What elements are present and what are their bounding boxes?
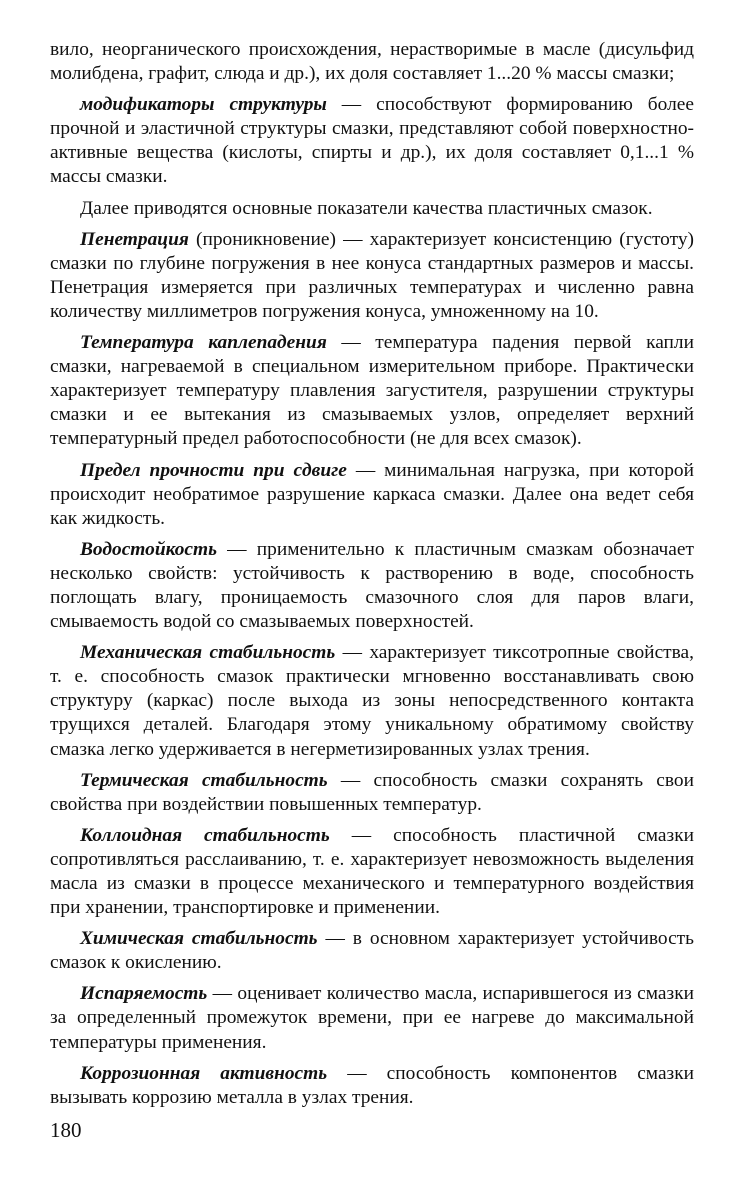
paragraph-mechanical-stability bbox=[50, 641, 694, 761]
term: Водостойкость bbox=[80, 538, 217, 560]
term: Пенетрация bbox=[80, 228, 189, 250]
paragraph-text: Далее приводятся основные показатели качества пластичных смазок. bbox=[80, 197, 653, 219]
paragraph-shear-strength bbox=[50, 459, 694, 531]
paragraph-text: — способность компонентов смазки вызывать коррозию металла в узлах трения. bbox=[50, 1062, 695, 1108]
paragraph-continuation bbox=[50, 38, 694, 86]
paragraph-volatility bbox=[50, 982, 694, 1054]
paragraph-water-resistance bbox=[50, 538, 694, 634]
paragraph-text: — способствуют формированию более прочной и эластичной структуры смазки, представляют собой поверхностно-активные вещества (кислоты, спирты и др.), их доля составляет 0,1...1 % массы смазки. bbox=[50, 94, 694, 188]
paragraph-text: — минимальная нагрузка, при которой происходит необратимое разрушение каркаса смазки. Далее она ведет себя как жидкость. bbox=[50, 459, 695, 529]
term: Механическая стабильность bbox=[80, 642, 336, 664]
term: Коллоидная стабильность bbox=[80, 824, 330, 846]
paragraph-text: (проникновение) — характеризует консистенцию (густоту) смазки по глубине погружения в нее конуса стандартных размеров и массы. Пенетрация измеряется при различных температурах и численно равна количеству миллиметров погружения конуса, умноженному на 10. bbox=[50, 228, 694, 322]
paragraph-colloidal-stability bbox=[50, 824, 694, 920]
term: Химическая стабильность bbox=[80, 928, 318, 950]
paragraph-dropping-point bbox=[50, 331, 694, 451]
term: Предел прочности при сдвиге bbox=[80, 459, 347, 481]
term: Термическая стабильность bbox=[80, 769, 328, 791]
paragraph-text: — способность смазки сохранять свои свойства при воздействии повышенных температур. bbox=[50, 769, 694, 815]
paragraph-text: — оценивает количество масла, испарившегося из смазки за определенный промежуток времени, при ее нагреве до максимальной температуры применения. bbox=[50, 983, 694, 1053]
paragraph-chemical-stability bbox=[50, 927, 694, 975]
page-body bbox=[50, 38, 694, 1117]
paragraph-text: вило, неорганического происхождения, нерастворимые в масле (дисульфид молибдена, графит, слюда и др.), их доля составляет 1...20 % массы смазки; bbox=[50, 39, 694, 85]
term: Коррозионная активность bbox=[80, 1062, 328, 1084]
paragraph-penetration bbox=[50, 228, 694, 324]
paragraph-text: — способность пластичной смазки сопротивляться расслаиванию, т. е. характеризует невозможность выделения масла из смазки в процессе механического и температурного воздействия при хранении, транспортировке и применении. bbox=[50, 824, 695, 919]
paragraph-text: — применительно к пластичным смазкам обозначает несколько свойств: устойчивость к растворению в воде, способность поглощать влагу, проницаемость смазочного слоя для паров влаги, смываемость водой со смазываемых поверхностей. bbox=[50, 538, 694, 633]
term: Температура каплепадения bbox=[80, 332, 327, 354]
term: модификаторы структуры bbox=[80, 94, 327, 116]
paragraph-text: — в основном характеризует устойчивость смазок к окислению. bbox=[50, 928, 694, 974]
paragraph-thermal-stability bbox=[50, 769, 694, 817]
paragraph-corrosiveness bbox=[50, 1062, 694, 1110]
paragraph-text: — характеризует тиксотропные свойства, т. е. способность смазок практически мгновенно восстанавливать свою структуру (каркас) после выхода из зоны непосредственного контакта трущихся деталей. Благодаря этому уникальному обратимому свойству смазка легко удерживается в негерметизированных узлах трения. bbox=[50, 642, 694, 760]
page-number: 180 bbox=[50, 1118, 82, 1142]
paragraph-structure-modifiers bbox=[50, 93, 694, 189]
term: Испаряемость bbox=[80, 983, 208, 1005]
paragraph-text: — температура падения первой капли смазки, нагреваемой в специальном измерительном приборе. Практически характеризует температуру плавления загустителя, разрушении структуры смазки и ее вытекания из смазываемых узлов, определяет верхний температурный предел работоспособности (не для всех смазок). bbox=[50, 332, 694, 450]
paragraph-intro bbox=[50, 197, 694, 221]
